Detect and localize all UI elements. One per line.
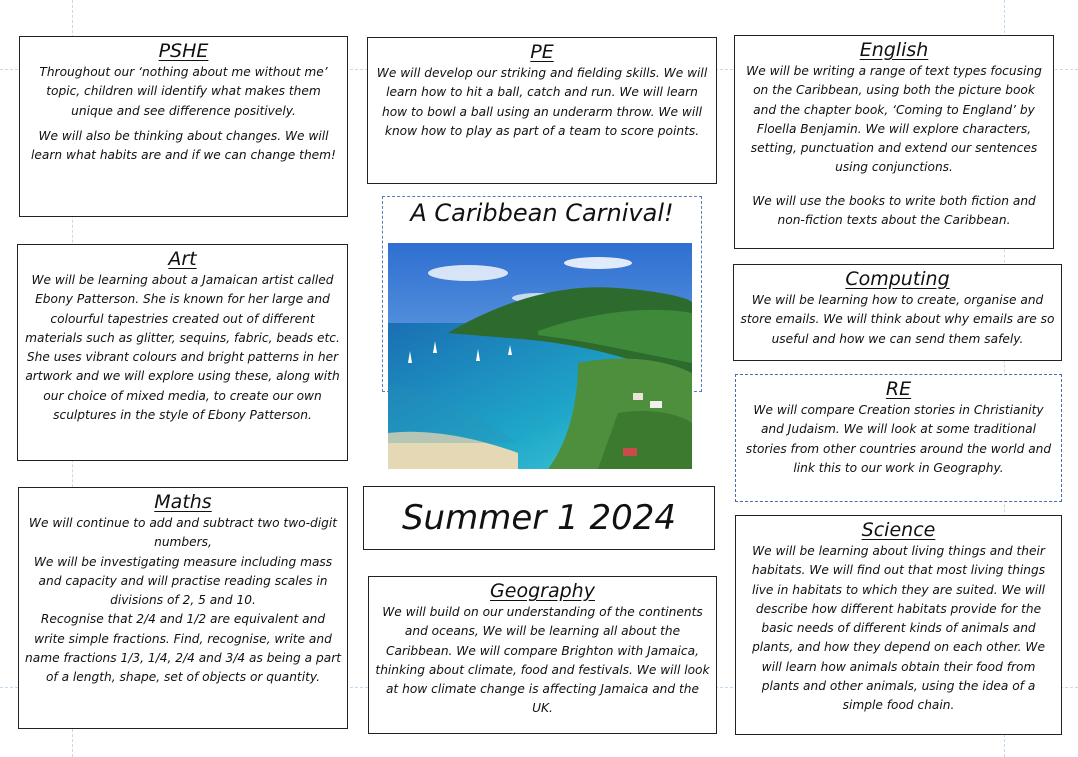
topic-title: A Caribbean Carnival! [410,199,674,227]
maths-paragraph-1: We will continue to add and subtract two two-digit numbers, [28,516,338,550]
maths-box [18,487,348,729]
pe-heading: PE [530,41,554,63]
maths-heading: Maths [154,491,212,513]
english-paragraph-2: We will use the books to write both fiction and non-fiction texts about the Caribbean. [752,193,1036,228]
english-heading: English [859,39,929,61]
geography-box [368,576,717,734]
pe-box [367,37,717,184]
re-box [735,374,1062,502]
science-box [735,515,1062,735]
art-box [17,244,348,461]
art-paragraph-1: We will be learning about a Jamaican artist called Ebony Patterson. She is known for her large and colourful tapestries created out of different materials such as glitter, sequins, fabric, beads etc. She uses vibrant colours and bright patterns in her artwork and we will explore using these, along with our choice of mixed media, to create our own sculptures in the style of Ebony Patterson. [25,273,340,423]
pshe-paragraph-2: We will also be thinking about changes. We will learn what habits are and if we can change them! [31,128,336,163]
re-heading: RE [885,378,912,400]
caribbean-photo [388,243,692,469]
science-heading: Science [861,519,936,541]
pshe-box [19,36,348,217]
art-heading: Art [168,248,197,270]
english-box [734,35,1054,249]
science-paragraph-1: We will be learning about living things and their habitats. We will find out that most living things live in habitats to which they are suited. We will describe how different habitats provide for the basic needs of different kinds of animals and plants, and how they depend on each other. We will learn how animals obtain their food from plants and other animals, using the idea of a simple food chain. [751,544,1046,713]
re-paragraph-1: We will compare Creation stories in Christianity and Judaism. We will look at some traditional stories from other countries around the world and link this to our work in Geography. [745,403,1052,475]
english-paragraph-1: We will be writing a range of text types focusing on the Caribbean, using both the picture book and the chapter book, ‘Coming to England’ by Floella Benjamin. We will explore characters, setting, punctuation and extend our sentences using conjunctions. [746,64,1042,175]
pshe-paragraph-1: Throughout our ‘nothing about me without me’ topic, children will identify what makes them unique and see difference positively. [39,65,328,118]
computing-paragraph-1: We will be learning how to create, organise and store emails. We will think about why emails are so useful and how we can send them safely. [740,293,1055,346]
pe-paragraph-1: We will develop our striking and fielding skills. We will learn how to hit a ball, catch and run. We will learn how to bowl a ball using an underarm throw. We will know how to play as part of a team to score points. [376,66,708,138]
computing-box [733,264,1062,361]
geography-paragraph-1: We will build on our understanding of the continents and oceans, We will be learning all about the Caribbean. We will compare Brighton with Jamaica, thinking about climate, food and festivals. We will look at how climate change is affecting Jamaica and the UK. [375,605,710,716]
maths-paragraph-2: We will be investigating measure including mass and capacity and will practise reading scales in divisions of 2, 5 and 10. [33,554,333,608]
pshe-heading: PSHE [158,40,209,62]
term-label: Summer 1 2024 [363,486,715,550]
computing-heading: Computing [845,268,950,290]
maths-paragraph-3: Recognise that 2/4 and 1/2 are equivalent and write simple fractions. Find, recognise, write and name fractions 1/3, 1/4, 2/4 and 3/4 as being a part of a length, shape, set of objects or quantity. [25,612,341,685]
geography-heading: Geography [490,580,595,602]
